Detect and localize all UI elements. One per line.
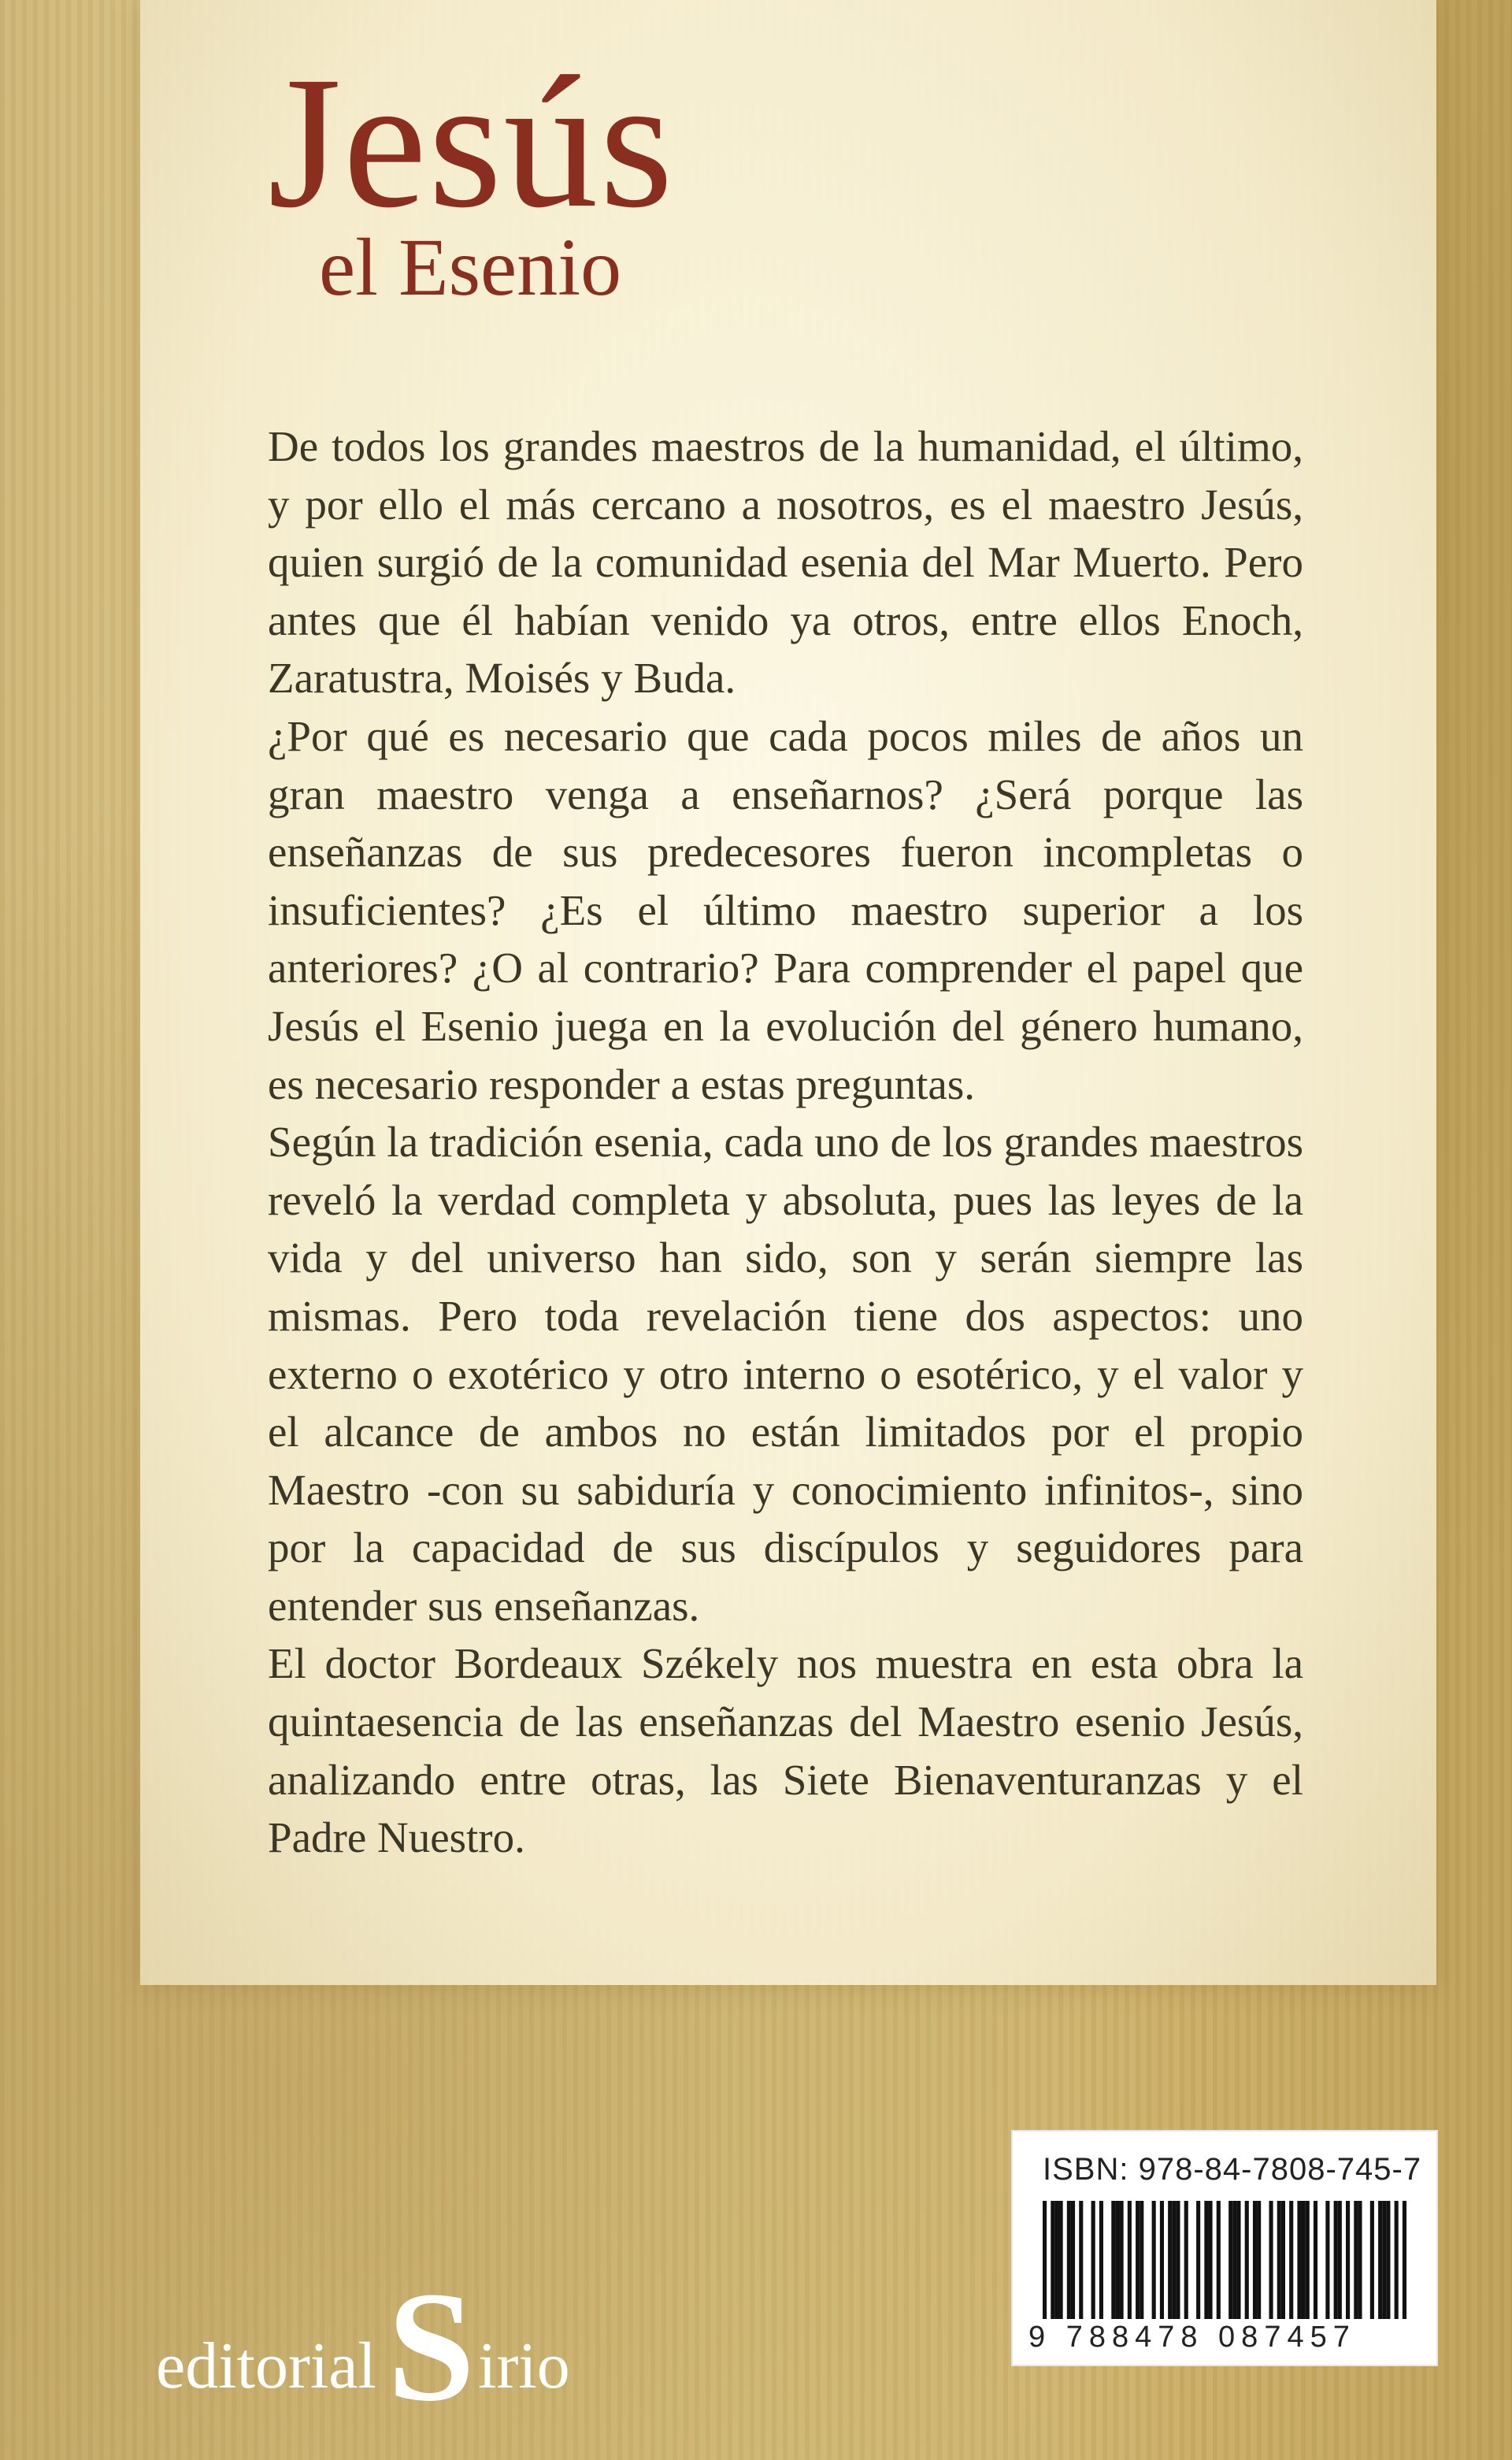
barcode-bar (1079, 2201, 1083, 2319)
barcode-bar (1136, 2201, 1140, 2319)
barcode-bar (1071, 2201, 1075, 2319)
barcode-bar (1281, 2201, 1285, 2319)
publisher-logo (156, 2260, 570, 2434)
book-title: Jesús (268, 37, 675, 247)
blurb-paragraph-4: El doctor Bordeaux Székely nos muestra en esta obra la quintaesencia de las enseñanzas del Maestro esenio Jesús, analizando entre otras, las Siete Bienaventuranzas y el Padre Nuestro. (268, 1639, 1303, 1862)
barcode-bar (1338, 2201, 1342, 2319)
barcode-bar (1232, 2201, 1236, 2319)
back-cover-blurb (268, 417, 1303, 1867)
barcode-bar (1325, 2201, 1329, 2319)
barcode-bar (1208, 2201, 1212, 2319)
barcode-bar (1253, 2201, 1257, 2319)
barcode-bar (1067, 2201, 1071, 2319)
barcode-bar (1115, 2201, 1119, 2319)
barcode-bar (1346, 2201, 1350, 2319)
barcode-bar (1204, 2201, 1208, 2319)
barcode-bar (1160, 2201, 1164, 2319)
barcode-bar (1054, 2201, 1058, 2319)
barcode-bar (1257, 2201, 1261, 2319)
barcode-bar (1354, 2201, 1358, 2319)
barcode-bar (1306, 2201, 1310, 2319)
barcode-bars (1043, 2201, 1406, 2319)
barcode-bar (1059, 2201, 1063, 2319)
barcode-bar (1228, 2201, 1232, 2319)
publisher-s-mark: S (387, 2260, 476, 2434)
barcode-bar (1395, 2201, 1399, 2319)
barcode-bar (1245, 2201, 1249, 2319)
barcode-bar (1358, 2201, 1362, 2319)
barcode-bar (1099, 2201, 1103, 2319)
barcode-bar (1051, 2201, 1054, 2319)
barcode-bar (1184, 2201, 1188, 2319)
barcode-bar (1196, 2201, 1200, 2319)
barcode-bar (1386, 2201, 1390, 2319)
barcode-bar (1120, 2201, 1124, 2319)
barcode-bar (1297, 2201, 1301, 2319)
publisher-prefix: editorial (156, 2329, 376, 2402)
barcode-bar (1176, 2201, 1180, 2319)
barcode-digits: 9 788478 087457 (1028, 2321, 1356, 2354)
barcode-bar (1314, 2201, 1317, 2319)
barcode-bar (1168, 2201, 1172, 2319)
blurb-paragraph-3: Según la tradición esenia, cada uno de los grandes maestros reveló la verdad completa y absoluta, pues las leyes de la vida y del universo han sido, son y serán siempre las mismas. Pero toda revelación tiene dos aspectos: uno externo o exotérico y otro interno o esotérico, y el valor y el alcance de ambos no están limitados por el propio Maestro -con su sabiduría y conocimiento infinitos-, sino por la capacidad de sus discípulos y seguidores para entender sus enseñanzas. (268, 1118, 1303, 1630)
barcode-bar (1140, 2201, 1143, 2319)
barcode-bar (1382, 2201, 1386, 2319)
barcode-bar (1236, 2201, 1240, 2319)
barcode-bar (1172, 2201, 1176, 2319)
barcode-bar (1128, 2201, 1132, 2319)
barcode-bar (1378, 2201, 1382, 2319)
barcode-bar (1269, 2201, 1273, 2319)
barcode-bar (1277, 2201, 1281, 2319)
barcode-bar (1152, 2201, 1156, 2319)
blurb-paragraph-2: ¿Por qué es necesario que cada pocos miles de años un gran maestro venga a enseñarnos? ¿Será porque las enseñanzas de sus predecesores fueron incompletas o insuficientes? ¿Es el último maestro superior a los anteriores? ¿O al contrario? Para comprender el papel que Jesús el Esenio juega en la evolución del género humano, es necesario responder a estas preguntas. (268, 711, 1303, 1108)
book-subtitle: el Esenio (319, 222, 622, 313)
barcode-bar (1302, 2201, 1306, 2319)
barcode-bar (1091, 2201, 1095, 2319)
publisher-suffix: irio (478, 2329, 570, 2402)
barcode-bar (1334, 2201, 1338, 2319)
barcode-bar (1111, 2201, 1115, 2319)
barcode-bar (1289, 2201, 1293, 2319)
isbn-label: ISBN: 978-84-7808-745-7 (1043, 2152, 1422, 2187)
barcode-bar (1370, 2201, 1374, 2319)
isbn-barcode-box (1011, 2130, 1438, 2366)
blurb-paragraph-1: De todos los grandes maestros de la humanidad, el último, y por ello el más cercano a nosotros, es el maestro Jesús, quien surgió de la comunidad esenia del Mar Muerto. Pero antes que él habían venido ya otros, entre ellos Enoch, Zaratustra, Moisés y Buda. (268, 422, 1303, 703)
barcode-bar (1217, 2201, 1221, 2319)
barcode-bar (1043, 2201, 1047, 2319)
barcode-bar (1403, 2201, 1406, 2319)
